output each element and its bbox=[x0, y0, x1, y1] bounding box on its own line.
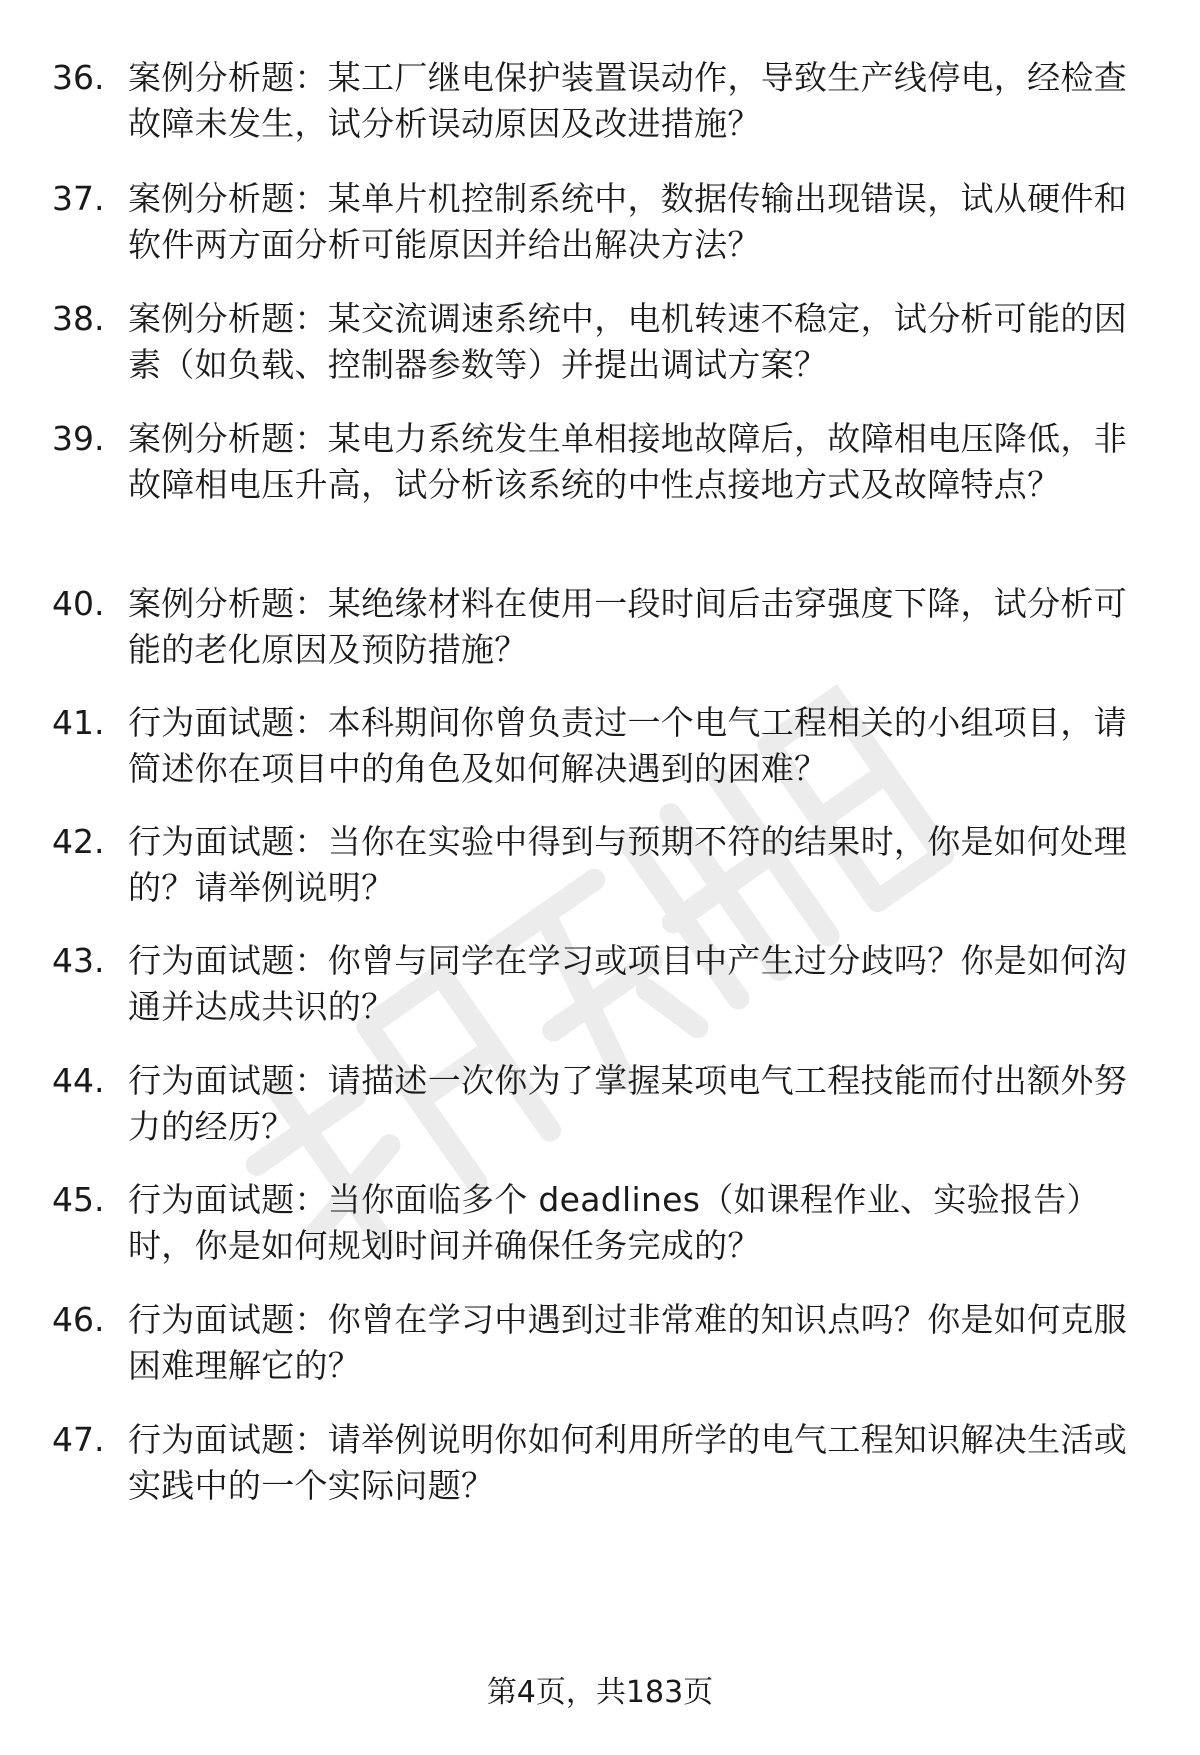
question-text: 行为面试题：请描述一次你为了掌握某项电气工程技能而付出额外努力的经历？ bbox=[128, 1061, 1127, 1146]
question-text: 行为面试题：当你面临多个 deadlines（如课程作业、实验报告）时，你是如何规划时间并确保任务完成的？ bbox=[128, 1180, 1100, 1265]
question-text: 案例分析题：某交流调速系统中，电机转速不稳定，试分析可能的因素（如负载、控制器参数等）并提出调试方案？ bbox=[128, 299, 1127, 384]
question-text: 案例分析题：某电力系统发生单相接地故障后，故障相电压降低，非故障相电压升高，试分析该系统的中性点接地方式及故障特点？ bbox=[128, 419, 1127, 504]
question-text: 案例分析题：某绝缘材料在使用一段时间后击穿强度下降，试分析可能的老化原因及预防措施？ bbox=[128, 584, 1127, 669]
question-text: 行为面试题：本科期间你曾负责过一个电气工程相关的小组项目，请简述你在项目中的角色及如何解决遇到的困难？ bbox=[128, 703, 1127, 788]
question-number: 43. bbox=[52, 941, 105, 980]
question-text: 案例分析题：某单片机控制系统中，数据传输出现错误，试从硬件和软件两方面分析可能原因并给出解决方法？ bbox=[128, 179, 1127, 264]
question-number: 38. bbox=[52, 299, 105, 338]
question-text: 行为面试题：当你在实验中得到与预期不符的结果时，你是如何处理的？请举例说明？ bbox=[128, 822, 1127, 907]
page-footer: 第4页，共183页 bbox=[486, 1675, 714, 1710]
question-number: 39. bbox=[52, 419, 105, 458]
question-number: 36. bbox=[52, 58, 105, 97]
question-number: 42. bbox=[52, 822, 105, 861]
question-text: 行为面试题：请举例说明你如何利用所学的电气工程知识解决生活或实践中的一个实际问题？ bbox=[128, 1420, 1127, 1505]
question-text: 案例分析题：某工厂继电保护装置误动作，导致生产线停电，经检查故障未发生，试分析误动原因及改进措施？ bbox=[128, 58, 1127, 143]
question-number: 37. bbox=[52, 179, 105, 218]
question-number: 41. bbox=[52, 703, 105, 742]
question-number: 47. bbox=[52, 1420, 105, 1459]
question-number: 44. bbox=[52, 1061, 105, 1100]
question-number: 40. bbox=[52, 584, 105, 623]
question-number: 45. bbox=[52, 1180, 105, 1219]
question-text: 行为面试题：你曾与同学在学习或项目中产生过分歧吗？你是如何沟通并达成共识的？ bbox=[128, 941, 1127, 1026]
question-number: 46. bbox=[52, 1300, 105, 1339]
question-text: 行为面试题：你曾在学习中遇到过非常难的知识点吗？你是如何克服困难理解它的？ bbox=[128, 1300, 1127, 1385]
